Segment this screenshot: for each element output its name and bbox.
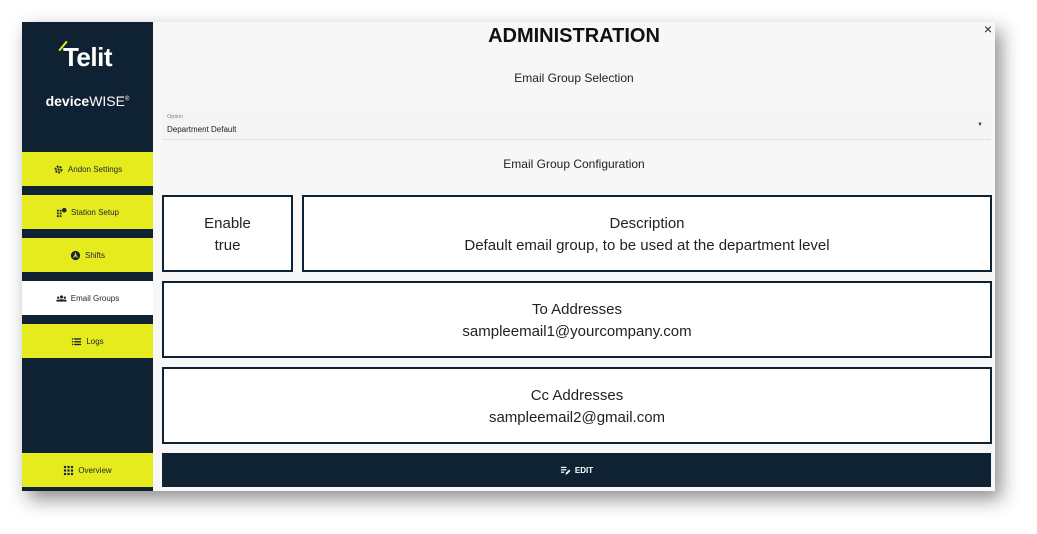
to-addresses-value: sampleemail1@yourcompany.com [462, 323, 692, 340]
sidebar-item-label: Email Groups [70, 293, 120, 303]
edit-icon [560, 465, 571, 476]
sidebar-item-andon-settings[interactable] [22, 152, 153, 186]
email-group-select[interactable] [162, 111, 991, 140]
select-label: Option [167, 114, 184, 120]
selection-heading: Email Group Selection [514, 71, 634, 85]
group-icon [56, 293, 67, 304]
enable-field [162, 195, 293, 272]
brand-mark: ® [124, 96, 130, 103]
brand-suffix: WISE [89, 93, 125, 109]
description-field [302, 195, 992, 272]
brand-prefix: device [45, 93, 90, 109]
enable-label: Enable [204, 215, 251, 232]
sidebar-item-station-setup[interactable] [22, 195, 153, 229]
sidebar-item-label: Logs [86, 336, 104, 346]
sidebar-item-logs[interactable] [22, 324, 153, 358]
sidebar-item-label: Station Setup [70, 207, 120, 217]
grid-icon [63, 465, 74, 476]
cc-addresses-value: sampleemail2@gmail.com [488, 409, 666, 426]
enable-value: true [214, 237, 241, 254]
telit-logo [22, 42, 153, 73]
devicewise-brand [22, 93, 153, 109]
sidebar-item-label: Shifts [84, 250, 105, 260]
edit-label: EDIT [574, 465, 594, 475]
select-value: Department Default [167, 125, 237, 134]
close-icon[interactable]: × [983, 21, 992, 37]
configuration-heading: Email Group Configuration [503, 157, 645, 171]
cc-addresses-field [162, 367, 992, 444]
sidebar [22, 22, 153, 491]
to-addresses-field [162, 281, 992, 358]
sidebar-item-email-groups[interactable] [22, 281, 153, 315]
description-label: Description [609, 215, 685, 232]
cc-addresses-label: Cc Addresses [530, 387, 624, 404]
logo-text: Telit [62, 42, 113, 72]
overview-button[interactable] [22, 453, 153, 487]
main-content [153, 22, 995, 491]
description-value: Default email group, to be used at the department level [464, 237, 830, 254]
edit-button[interactable] [162, 453, 991, 487]
to-addresses-label: To Addresses [531, 301, 623, 318]
gear-icon [53, 164, 64, 175]
chevron-down-icon: ▼ [977, 122, 983, 128]
list-icon [71, 336, 82, 347]
sidebar-item-shifts[interactable] [22, 238, 153, 272]
page-title: ADMINISTRATION [488, 25, 660, 47]
admin-window [22, 22, 995, 491]
sidebar-item-label: Andon Settings [67, 164, 123, 174]
shifts-icon [70, 250, 81, 261]
overview-label: Overview [78, 465, 112, 475]
station-setup-icon [56, 207, 67, 218]
